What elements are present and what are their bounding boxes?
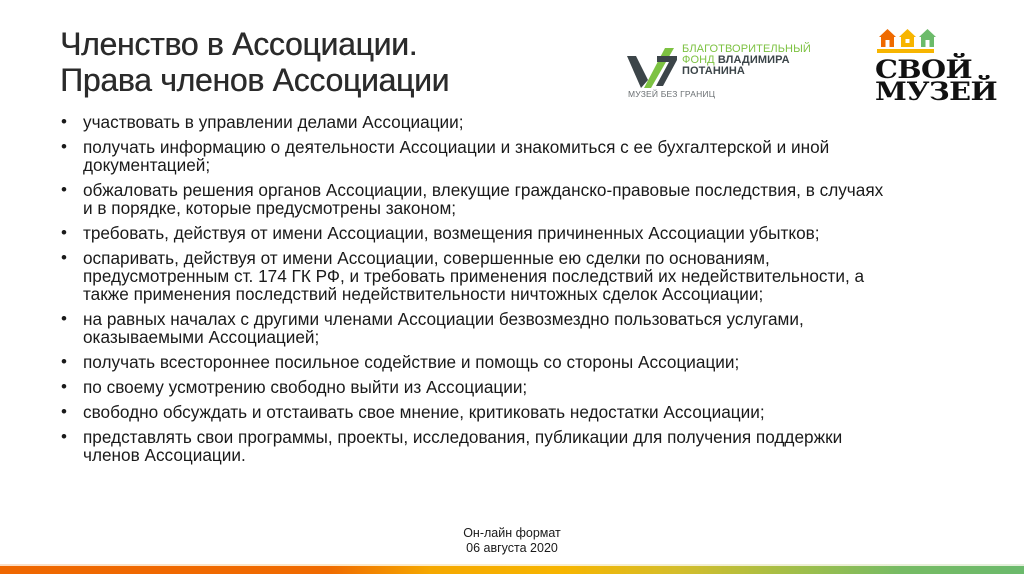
potanin-line-1: БЛАГОТВОРИТЕЛЬНЫЙ <box>682 43 811 55</box>
title-line-2: Права членов Ассоциации <box>60 62 450 98</box>
bullet-item <box>60 249 1000 303</box>
bullet-text: и в порядке, которые предусмотрены законом; <box>83 198 457 218</box>
bullet-icon: • <box>61 180 67 199</box>
rights-bullet-list <box>60 113 1000 471</box>
bullet-item <box>60 428 1000 464</box>
bullet-item <box>60 224 1000 242</box>
bullet-text: представлять свои программы, проекты, исследования, публикации для получения поддержки <box>83 427 843 447</box>
bullet-item <box>60 403 1000 421</box>
slide-footer <box>0 526 1024 556</box>
potanin-line-2-green: ФОНД <box>682 54 715 66</box>
bullet-icon: • <box>61 112 67 131</box>
slide-title <box>60 26 449 98</box>
bullet-icon: • <box>61 309 67 328</box>
bullet-icon: • <box>61 352 67 371</box>
bullet-text: предусмотренным ст. 174 ГК РФ, и требовать применения последствий их недействительности, а <box>83 266 865 286</box>
bullet-text: участвовать в управлении делами Ассоциации; <box>83 112 464 132</box>
svoy-muzey-logo <box>875 28 998 108</box>
bottom-accent-bar <box>0 566 1024 574</box>
footer-format: Он-лайн формат <box>463 526 561 540</box>
logo-word-muzey: МУЗЕЙ <box>875 77 998 106</box>
bullet-text: оказываемыми Ассоциацией; <box>83 327 320 347</box>
logo-word-svoy: СВОЙ <box>875 55 973 84</box>
bullet-text: членов Ассоциации. <box>83 445 246 465</box>
bullet-item <box>60 353 1000 371</box>
potanin-v7-mark-icon <box>627 46 679 88</box>
bullet-icon: • <box>61 377 67 396</box>
bullet-item <box>60 113 1000 131</box>
bullet-text: на равных началах с другими членами Ассоциации безвозмездно пользоваться услугами, <box>83 309 804 329</box>
bullet-text: свободно обсуждать и отстаивать свое мнение, критиковать недостатки Ассоциации; <box>83 402 765 422</box>
bullet-text: требовать, действуя от имени Ассоциации, возмещения причиненных Ассоциации убытков; <box>83 223 820 243</box>
bullet-text: получать всестороннее посильное содействие и помощь со стороны Ассоциации; <box>83 352 740 372</box>
bullet-text: также применения последствий недействительности ничтожных сделок Ассоциации; <box>83 284 764 304</box>
bullet-item <box>60 181 1000 217</box>
footer-date: 06 августа 2020 <box>466 541 558 555</box>
bullet-item <box>60 378 1000 396</box>
bullet-text: оспаривать, действуя от имени Ассоциации, совершенные ею сделки по основаниям, <box>83 248 770 268</box>
bullet-icon: • <box>61 402 67 421</box>
potanin-tagline: МУЗЕЙ БЕЗ ГРАНИЦ <box>628 89 716 99</box>
bullet-icon: • <box>61 427 67 446</box>
bullet-text: документацией; <box>83 155 211 175</box>
potanin-foundation-logo <box>627 44 827 100</box>
three-houses-icon <box>879 28 939 48</box>
potanin-line-3: ПОТАНИНА <box>682 65 745 77</box>
title-line-1: Членство в Ассоциации. <box>60 26 418 62</box>
bullet-text: обжаловать решения органов Ассоциации, влекущие гражданско-правовые последствия, в случаях <box>83 180 884 200</box>
bullet-icon: • <box>61 223 67 242</box>
bullet-text: получать информацию о деятельности Ассоциации и знакомиться с ее бухгалтерской и иной <box>83 137 830 157</box>
bullet-item <box>60 310 1000 346</box>
bullet-item <box>60 138 1000 174</box>
bullet-icon: • <box>61 248 67 267</box>
potanin-logo-text <box>682 44 811 77</box>
logo-yellow-bar <box>877 49 934 53</box>
potanin-line-2-dark: ВЛАДИМИРА <box>717 54 790 66</box>
bullet-text: по своему усмотрению свободно выйти из Ассоциации; <box>83 377 528 397</box>
bullet-icon: • <box>61 137 67 156</box>
